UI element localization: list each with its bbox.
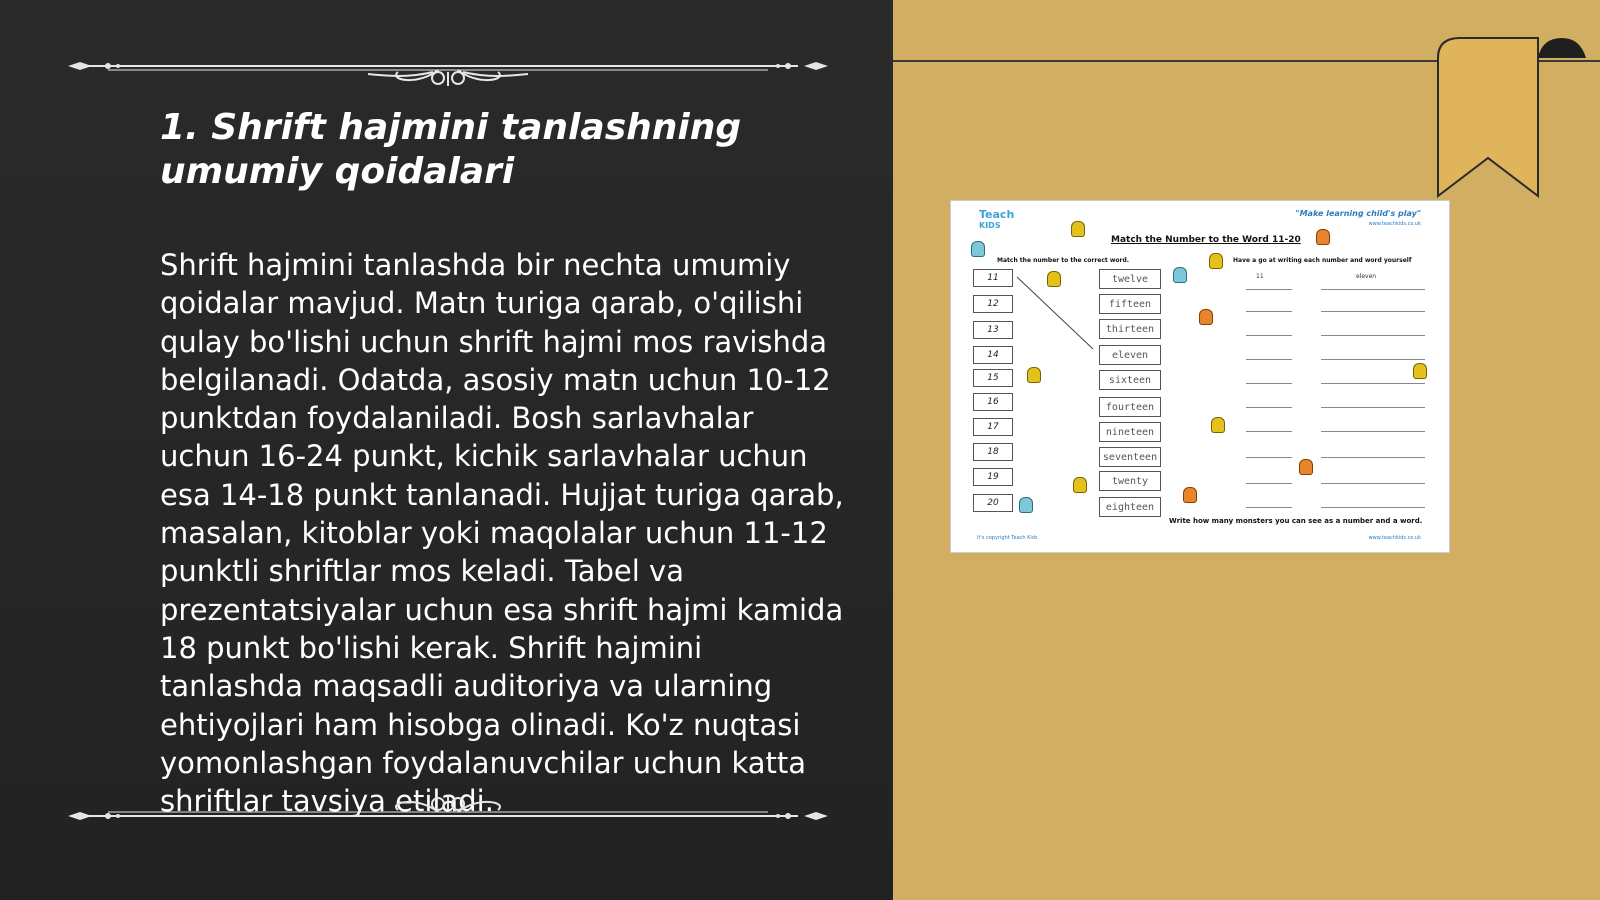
write-line [1321, 289, 1425, 290]
worksheet-footer-url: www.teachkids.co.uk [1368, 535, 1421, 541]
write-line [1321, 383, 1425, 384]
write-line [1246, 289, 1292, 290]
write-line [1246, 383, 1292, 384]
worksheet-image [950, 200, 1450, 553]
number-box: 14 [973, 346, 1013, 364]
bookmark-ribbon-icon [1430, 36, 1600, 206]
slide-body-text: Shrift hajmini tanlashda bir nechta umumiy qoidalar mavjud. Matn turiga qarab, o'qilishi qulay bo'lishi uchun shrift hajmi mos ravishda belgilanadi. Odatda, asosiy matn uchun 10-12 punktdan foydalaniladi. Bosh sarlavhalar uchun 16-24 punkt, kichik sarlavhalar uchun esa 14-18 punkt tanlanadi. Hujjat turiga qarab, masalan, kitoblar yoki maqolalar uchun 11-12 punktli shriftlar mos keladi. Tabel va prezentatsiyalar uchun esa shrift hajmi kamida 18 punkt bo'lishi kerak. Shrift hajmini tanlashda maqsadli auditoriya va ularning ehtiyojlari ham hisobga olinadi. Ko'z nuqtasi yomonlashgan foydalanuvchilar uchun katta shriftlar tavsiya etiladi. [160, 248, 844, 819]
write-line [1321, 431, 1425, 432]
write-line [1246, 457, 1292, 458]
example-number: 11 [1256, 273, 1264, 280]
worksheet-footer-copyright: It's copyright Teach Kids [977, 535, 1038, 541]
number-box: 16 [973, 393, 1013, 411]
write-line [1321, 457, 1425, 458]
word-box: fourteen [1099, 397, 1161, 417]
number-box: 11 [973, 269, 1013, 287]
monster-icon [1209, 253, 1223, 269]
monster-icon [1073, 477, 1087, 493]
bottom-ornament-divider [68, 796, 828, 836]
example-word: eleven [1356, 273, 1377, 280]
word-box: nineteen [1099, 422, 1161, 442]
word-box: thirteen [1099, 319, 1161, 339]
monster-icon [1211, 417, 1225, 433]
word-box: twelve [1099, 269, 1161, 289]
monster-icon [971, 241, 985, 257]
worksheet-instruction-match: Match the number to the correct word. [997, 257, 1130, 264]
write-line [1246, 507, 1292, 508]
write-line [1246, 359, 1292, 360]
number-box: 18 [973, 443, 1013, 461]
monster-icon [1071, 221, 1085, 237]
monster-icon [1027, 367, 1041, 383]
write-line [1321, 359, 1425, 360]
write-line [1246, 335, 1292, 336]
word-box: fifteen [1099, 294, 1161, 314]
write-line [1321, 335, 1425, 336]
word-box: twenty [1099, 471, 1161, 491]
word-box: eleven [1099, 345, 1161, 365]
write-line [1246, 483, 1292, 484]
word-box: eighteen [1099, 497, 1161, 517]
write-line [1321, 507, 1425, 508]
worksheet-tagline: "Make learning child's play" [1295, 209, 1421, 218]
monster-icon [1413, 363, 1427, 379]
worksheet-logo: Teach KIDS [979, 208, 1015, 230]
number-box: 19 [973, 468, 1013, 486]
slide-title: 1. Shrift hajmini tanlashning umumiy qoidalari [160, 107, 742, 192]
write-line [1246, 431, 1292, 432]
number-box: 15 [973, 369, 1013, 387]
word-box: seventeen [1099, 447, 1161, 467]
monster-icon [1019, 497, 1033, 513]
write-line [1246, 407, 1292, 408]
write-line [1246, 311, 1292, 312]
worksheet-bottom-instruction: Write how many monsters you can see as a number and a word. [1169, 517, 1423, 525]
worksheet-url: www.teachkids.co.uk [1368, 221, 1421, 227]
monster-icon [1047, 271, 1061, 287]
number-box: 13 [973, 321, 1013, 339]
monster-icon [1173, 267, 1187, 283]
top-ornament-divider [68, 46, 828, 86]
monster-icon [1299, 459, 1313, 475]
number-box: 20 [973, 494, 1013, 512]
worksheet-instruction-write: Have a go at writing each number and word yourself [1233, 257, 1412, 264]
monster-icon [1199, 309, 1213, 325]
monster-icon [1316, 229, 1330, 245]
worksheet-title: Match the Number to the Word 11-20 [1111, 235, 1301, 245]
monster-icon [1183, 487, 1197, 503]
number-box: 17 [973, 418, 1013, 436]
write-line [1321, 311, 1425, 312]
write-line [1321, 407, 1425, 408]
number-box: 12 [973, 295, 1013, 313]
write-line [1321, 483, 1425, 484]
word-box: sixteen [1099, 370, 1161, 390]
